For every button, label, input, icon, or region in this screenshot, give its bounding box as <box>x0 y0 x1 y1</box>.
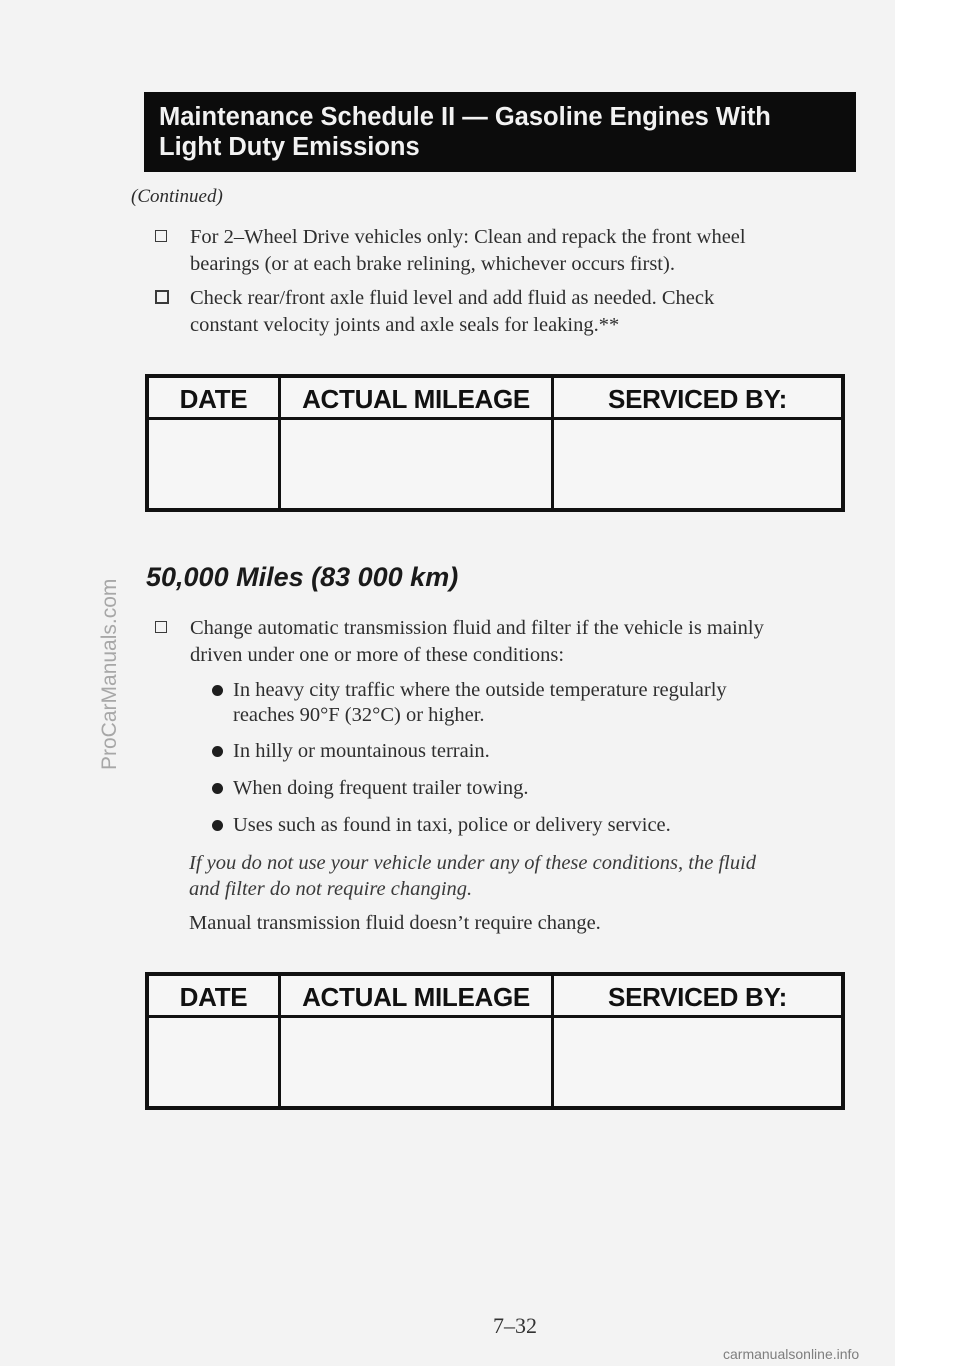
side-watermark: ProCarManuals.com <box>98 578 121 770</box>
checklist-line-1: Check rear/front axle fluid level and add fluid as needed. Check <box>190 287 715 309</box>
page-number: 7–32 <box>493 1313 537 1338</box>
checklist-line-1: For 2–Wheel Drive vehicles only: Clean and repack the front wheel <box>190 226 746 248</box>
checklist-line-2: bearings (or at each brake relining, whichever occurs first). <box>190 253 675 275</box>
column-divider <box>551 378 554 508</box>
checklist-item-axle-fluid <box>155 285 714 339</box>
bullet-icon <box>212 820 223 831</box>
col-header-actual-mileage: ACTUAL MILEAGE <box>302 982 530 1012</box>
checkbox-icon <box>155 230 167 242</box>
bullet-line-2: reaches 90°F (32°C) or higher. <box>233 704 485 726</box>
condition-bullet <box>212 813 671 838</box>
italic-note <box>189 850 839 902</box>
column-divider <box>278 378 281 508</box>
page-title-banner <box>144 92 856 172</box>
italic-note-line-2: and filter do not require changing. <box>189 878 473 900</box>
condition-bullet <box>212 739 490 764</box>
col-header-date: DATE <box>179 982 248 1012</box>
bullet-line-1: When doing frequent trailer towing. <box>233 777 529 799</box>
service-record-table-2 <box>145 972 845 1110</box>
title-line-2: Light Duty Emissions <box>159 133 420 161</box>
bullet-line-1: In heavy city traffic where the outside temperature regularly <box>233 679 727 701</box>
footer-watermark: carmanualsonline.info <box>723 1346 860 1362</box>
checkbox-icon <box>155 290 169 304</box>
condition-bullet <box>212 678 727 728</box>
checklist-line-2: constant velocity joints and axle seals for leaking.** <box>190 314 620 336</box>
column-divider <box>278 976 281 1106</box>
continued-label: (Continued) <box>131 186 223 207</box>
service-record-table-1 <box>145 374 845 512</box>
condition-bullet <box>212 776 528 801</box>
col-header-date: DATE <box>179 384 248 414</box>
checklist-item-wheel-bearings <box>155 224 746 278</box>
checklist-line-2: driven under one or more of these conditions: <box>190 644 565 666</box>
bullet-line-1: In hilly or mountainous terrain. <box>233 740 490 762</box>
bullet-icon <box>212 685 223 696</box>
col-header-serviced-by: SERVICED BY: <box>608 982 787 1012</box>
italic-note-line-1: If you do not use your vehicle under any of these conditions, the fluid <box>189 852 757 874</box>
manual-transmission-note: Manual transmission fluid doesn’t require change. <box>189 912 601 934</box>
bullet-icon <box>212 746 223 757</box>
bullet-icon <box>212 783 223 794</box>
checklist-item-transmission-fluid <box>155 615 764 669</box>
col-header-actual-mileage: ACTUAL MILEAGE <box>302 384 530 414</box>
bullet-line-1: Uses such as found in taxi, police or delivery service. <box>233 814 671 836</box>
col-header-serviced-by: SERVICED BY: <box>608 384 787 414</box>
checklist-line-1: Change automatic transmission fluid and filter if the vehicle is mainly <box>190 617 764 639</box>
section-heading-50000-miles: 50,000 Miles (83 000 km) <box>146 562 459 592</box>
title-line-1: Maintenance Schedule II — Gasoline Engines With <box>159 103 771 131</box>
column-divider <box>551 976 554 1106</box>
checkbox-icon <box>155 621 167 633</box>
